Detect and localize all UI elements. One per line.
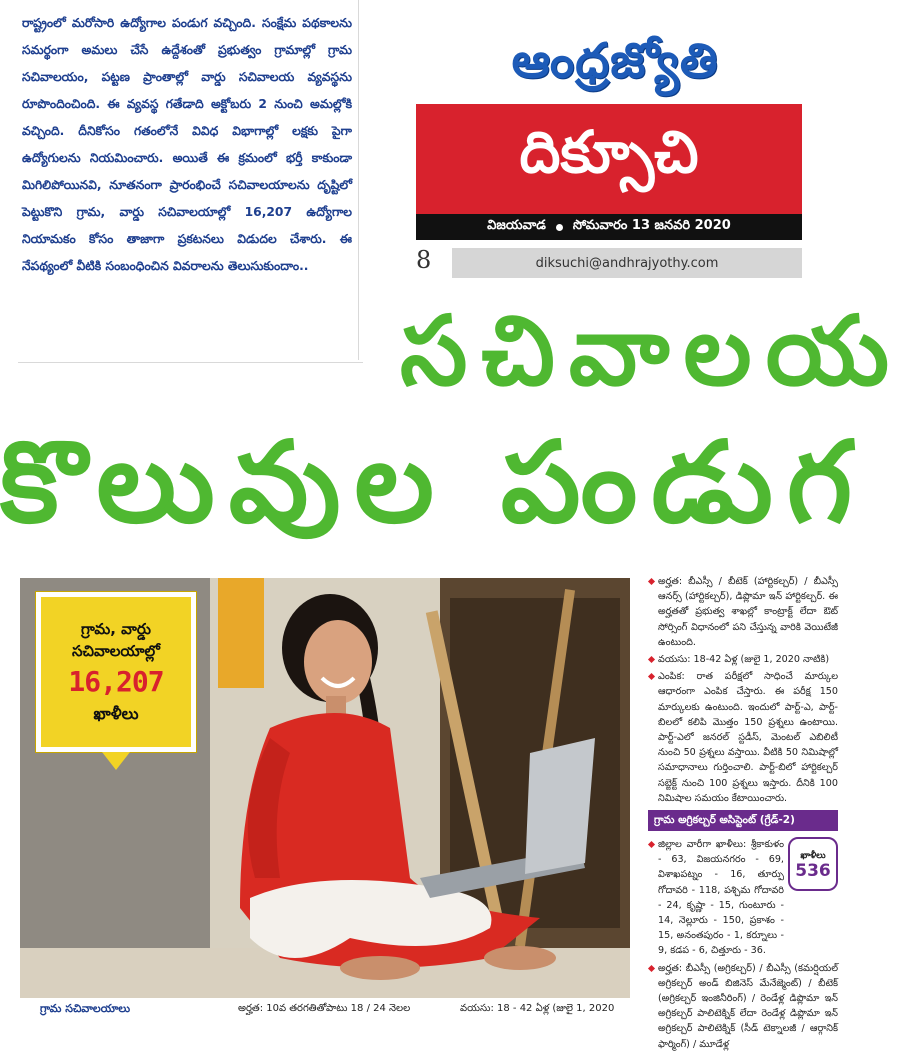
bottom-col2: వయసు: 18 - 42 ఏళ్ల (జులై 1, 2020 bbox=[460, 1003, 615, 1014]
badge-line1: గ్రామ, వార్డు bbox=[81, 620, 151, 638]
section-title: దిక్సూచి bbox=[519, 117, 699, 186]
newspaper-logo: ఆంధ్రజ్యోతి bbox=[511, 33, 719, 89]
badge-line4: ఖాళీలు bbox=[93, 704, 139, 723]
vacancies-block bbox=[648, 837, 838, 959]
column-divider bbox=[358, 0, 359, 360]
vacancy-badge bbox=[36, 592, 196, 752]
date-bar bbox=[416, 214, 802, 240]
badge-count: 16,207 bbox=[68, 665, 164, 698]
date-label: సోమవారం 13 జనవరి 2020 bbox=[572, 218, 731, 233]
right-column bbox=[648, 574, 838, 1054]
headline-line2: కొలువుల పండుగ bbox=[0, 418, 867, 548]
list-item: అర్హత: బీఎస్సీ / బీటెక్ (హార్టికల్చర్) / బీఎస్సీ ఆనర్స్ (హార్టికల్చర్), డిప్లొమా ఇన్ హార్టికల్చర్. ఈ అర్హతతో ప్రభుత్వ శాఖల్లో కాంట్రాక్ట్ లేదా ఔట్ సోర్సింగ్ విధానంలో పని చేస్తున్న వారికి వెయిటేజీ ఉంటుంది. bbox=[648, 574, 838, 650]
page-number: 8 bbox=[416, 246, 432, 274]
vacancies-label: ఖాళీలు bbox=[800, 850, 826, 861]
qualification-text: అర్హత: బీఎస్సీ (అగ్రికల్చర్) / బీఎస్సీ (కమర్షియల్ అగ్రికల్చర్ అండ్ బిజినెస్ మేనేజ్మెంట్) / బీటెక్ (అగ్రికల్చర్ ఇంజినీరింగ్) / రెండేళ్ల డిప్లొమా ఇన్ అగ్రికల్చర్ పాలిటెక్నిక్ లేదా రెండేళ్ల డిప్లొమా ఇన్ అగ్రికల్చర్ పాలిటెక్నిక్ (సీడ్ టెక్నాలజీ / ఆర్గానిక్ ఫార్మింగ్) / మూడేళ్ల bbox=[648, 961, 838, 1052]
list-item: వయసు: 18-42 ఏళ్ల (జులై 1, 2020 నాటికి) bbox=[648, 652, 838, 667]
headline-line1: సచివాలయ bbox=[400, 295, 903, 407]
bullet-icon bbox=[556, 224, 563, 231]
intro-divider bbox=[18, 362, 363, 363]
district-vacancies: జిల్లాల వారీగా ఖాళీలు: శ్రీకాకుళం - 63, విజయనగరం - 69, విశాఖపట్నం - 16, తూర్పు గోదావరి - 118, పశ్చిమ గోదావరి - 24, కృష్ణా - 15, గుంటూరు - 14, నెల్లూరు - 150, ప్రకాశం - 15, అనంతపురం - 1, కర్నూలు - 9, కడప - 6, చిత్తూరు - 36. bbox=[648, 837, 838, 959]
email-link[interactable]: diksuchi@andhrajyothy.com bbox=[535, 255, 719, 271]
list-item: ఎంపిక: రాత పరీక్షలో సాధించే మార్కుల ఆధారంగా ఎంపిక చేస్తారు. ఈ పరీక్ష 150 మార్కులకు ఉంటుంది. ఇందులో పార్ట్-ఎ, పార్ట్-బిలలో కలిపి మొత్తం 150 ప్రశ్నలు ఉంటాయి. పార్ట్-ఎలో జనరల్ స్టడీస్, మెంటల్ ఎబిలిటీ నుంచి 50 ప్రశ్నలు వస్తాయి. వీటికి 50 నిమిషాల్లో సమాధానాలు గుర్తించాలి. పార్ట్-బిలో హార్టికల్చర్ సబ్జెక్ట్ నుంచి 100 ప్రశ్నలు ఇస్తారు. దీనికి 100 నిమిషాల సమయం కేటాయించారు. bbox=[648, 669, 838, 806]
city-label: విజయవాడ bbox=[487, 218, 546, 233]
intro-text: రాష్ట్రంలో మరోసారి ఉద్యోగాల పండుగ వచ్చింది. సంక్షేమ పథకాలను సమర్థంగా అమలు చేసే ఉద్దేశంతో ప్రభుత్వం గ్రామాల్లో గ్రామ సచివాలయం, పట్టణ ప్రాంతాల్లో వార్డు సచివాలయ వ్యవస్థను రూపొందించింది. ఈ వ్యవస్థ గతేడాది అక్టోబరు 2 నుంచి అమల్లోకి వచ్చింది. దీనికోసం గతంలోనే వివిధ విభాగాల్లో లక్షకు పైగా ఉద్యోగులను నియమించారు. అయితే ఈ క్రమంలో భర్తీ కాకుండా మిగిలిపోయినవి, నూతనంగా ప్రారంభించే సచివాలయాలను దృష్టిలో పెట్టుకొని గ్రామ, వార్డు సచివాలయాల్లో 16,207 ఉద్యోగాల నియామకం కోసం తాజాగా ప్రకటనలు విడుదల చేశారు. ఈ నేపథ్యంలో వీటికి సంబంధించిన వివరాలను తెలుసుకుందాం.. bbox=[22, 16, 352, 273]
badge-line2: సచివాలయాల్లో bbox=[72, 642, 160, 660]
section-heading: గ్రామ అగ్రికల్చర్ అసిస్టెంట్ (గ్రేడ్-2) bbox=[648, 810, 838, 831]
vacancies-count: 536 bbox=[795, 861, 831, 882]
intro-article bbox=[22, 10, 352, 280]
bottom-col1: అర్హత: 10వ తరగతితోపాటు 18 / 24 నెలల bbox=[238, 1003, 411, 1014]
bottom-caption: గ్రామ సచివాలయాలు bbox=[40, 1002, 131, 1015]
email-bar bbox=[452, 248, 802, 278]
section-banner bbox=[416, 104, 802, 214]
badge-pointer bbox=[102, 752, 130, 770]
